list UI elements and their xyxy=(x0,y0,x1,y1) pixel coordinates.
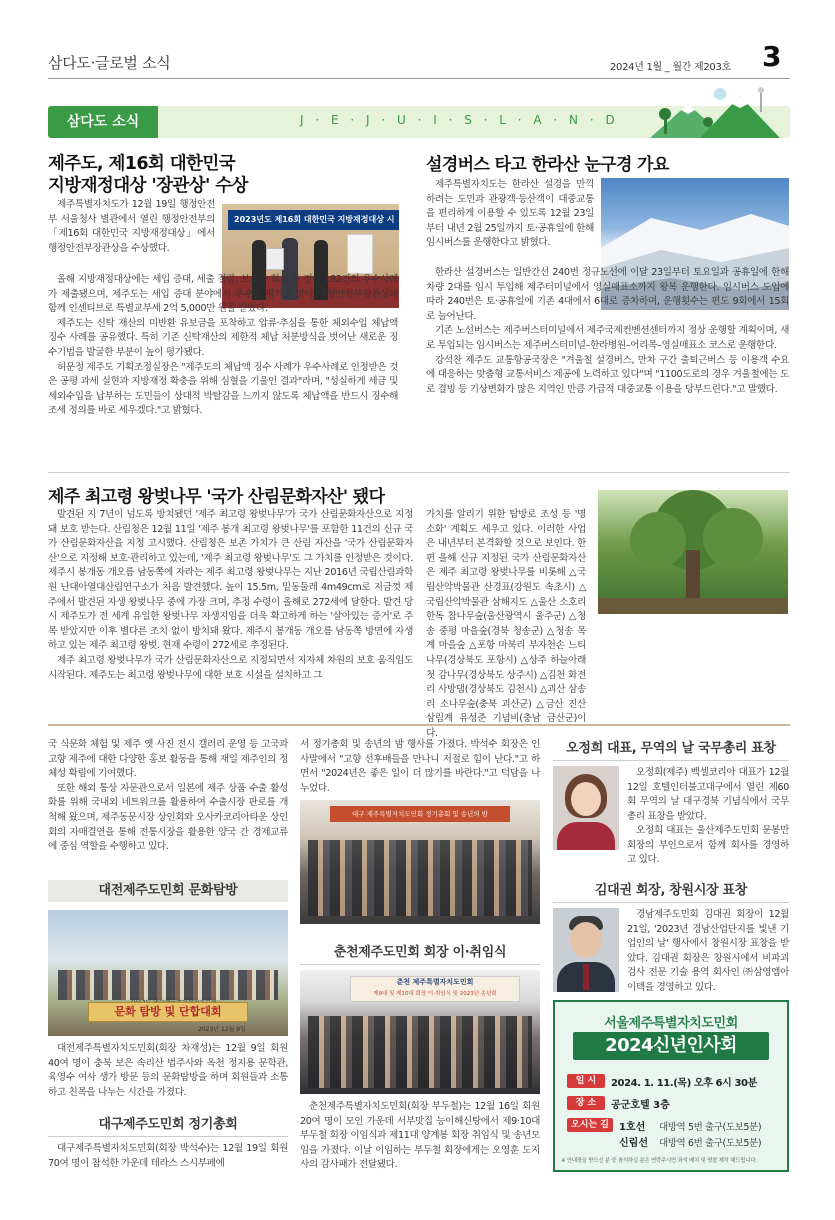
header-section-title: 삼다도·글로벌 소식 xyxy=(48,54,171,72)
chuncheon-banner xyxy=(350,976,520,1002)
group-people xyxy=(58,970,278,1000)
mountain-illustration xyxy=(640,82,790,140)
article1-p3: 제주도는 신탁 재산의 미반환 유보금을 포착하고 압류·추심을 통한 체외수입 체납액 징수 사례를 공유했다. 특히 기존 신탁재산의 제한적 체납 처분방식을 벗어난 새로운 징수기법을 발굴한 부분이 높이 평가됐다. xyxy=(48,317,398,358)
ojeonghee-text2 xyxy=(553,824,789,868)
daejeon-group-photo xyxy=(48,910,288,1036)
article3-title: 제주 최고령 왕벚나무 '국가 산림문화자산' 됐다 xyxy=(48,487,385,507)
ad-line1-name: 1호선 xyxy=(619,1122,646,1133)
ojeonghee-p4: 오정희(제주) 벡셀코리아 대표가 12월 12일 호텔인터불고대구에서 열린 제60회 무역의 날 대구경북 기념식에서 국무총리 표창을 받았다. xyxy=(627,767,789,822)
portrait-tie xyxy=(583,964,589,990)
ad-title-text: 2024신년인사회 xyxy=(605,1035,737,1056)
daejeon-banner-date: 2023년 12월 9일 xyxy=(198,1026,246,1033)
article2-title: 설경버스 타고 한라산 눈구경 가요 xyxy=(426,155,669,175)
ad-note: ※ 안내장을 받으신 분 중 참석하실 분은 연락주시면 좌석 배치 및 명찰 제작 해드립니다. xyxy=(561,1158,757,1164)
bottom-rule xyxy=(48,724,790,726)
section-band-label xyxy=(48,106,158,138)
section-bar-daejeon: 대전제주도민회 문화탐방 xyxy=(48,880,288,902)
daegu-text-p: 대구제주특별자치도민회(회장 박석수)는 12월 19일 회원 70여 명이 참석한 가운데 테라스 스시부페에 xyxy=(48,1143,288,1169)
article3-rule xyxy=(48,472,790,473)
ad-line2-name: 신림선 xyxy=(619,1138,648,1149)
daejeon-banner-text: 문화 탐방 및 단합대회 xyxy=(114,1005,222,1018)
kimdaekwon-p5: 경남제주도민회 김대권 회장이 12월 21일, '2023년 경남산업단지를 빛낸 기업인의 날' 행사에서 창원시장 표창을 받았다. 김대권 회장은 창원시에서 비파괴검사 전문 기술 용역 회사인 ㈜삼영엠아이텍을 경영하고 있다. xyxy=(627,909,789,993)
article1-body xyxy=(48,273,398,419)
ad-way-label: 오시는 길 xyxy=(567,1118,613,1132)
ad-org: 서울제주특별자치도민회 xyxy=(604,1016,738,1031)
chuncheon-banner-text: 춘천 제주특별자치도민회 xyxy=(396,978,474,986)
ad-title xyxy=(573,1032,769,1060)
ad-line2-desc: 대방역 6번 출구(도보5분) xyxy=(659,1138,762,1149)
ojeonghee-text xyxy=(627,766,789,824)
article3-left xyxy=(48,508,413,683)
ad-place-value: 공군호텔 3층 xyxy=(611,1100,670,1111)
section-bar-ojeonghee: 오정희 대표, 무역의 날 국무총리 표창 xyxy=(553,738,789,761)
section-bar-chuncheon: 춘천제주도민회 회장 이·취임식 xyxy=(300,942,540,965)
chuncheon-caption-text: 춘천제주특별자치도민회(회장 부두철)는 12월 16일 회원 20여 명이 모인 가운데 서부맛집 능이해신탕에서 제9·10대 부두철 회장 이임식과 제11대 양계봉 회장 취임식 및 송년모임을 가졌다. 이날 이임하는 부두철 회장에게는 오영훈 도지사의 감사패가 전달됐다. xyxy=(300,1101,540,1171)
award-plaque xyxy=(266,248,284,270)
daejeon-banner xyxy=(88,1002,248,1022)
article2-p1: 제주특별자치도는 한라산 설경을 만끽하려는 도민과 관광객·등산객이 대중교통을 편리하게 이용할 수 있도록 12월 23일부터 내년 2월 25일까지 토·공휴일에 한해 임시버스를 운행한다고 밝혔다. xyxy=(426,179,594,249)
page-number: 3 xyxy=(762,40,782,73)
article2-p3: 기존 노선버스는 제주버스터미널에서 제주국제컨벤션센터까지 정상 운행할 계획이며, 새로 투입되는 임시버스는 제주버스터미널–한라병원–어리목–영실매표소 코스로 운행한다. xyxy=(426,325,789,351)
ad-place-label: 장 소 xyxy=(567,1096,605,1110)
article3-right-top xyxy=(426,508,586,742)
section-bar-kimdaekwon: 김대권 회장, 창원시장 표창 xyxy=(553,880,789,903)
daegu-banner-text: 대구 제주특별자치도민회 정기총회 및 송년의 밤 xyxy=(352,810,488,818)
ad-date-value: 2024. 1. 11.(목) 오후 6시 30분 xyxy=(611,1078,757,1089)
article2-body xyxy=(426,266,789,397)
kimdaekwon-text xyxy=(627,908,789,996)
chuncheon-group-photo xyxy=(300,970,540,1094)
article1-intro-text: 제주특별자치도가 12월 19일 행정안전부 서울청사 별관에서 열린 행정안전부의 「제16회 대한민국 지방재정대상」에서 행정안전부장관상을 수상했다. xyxy=(48,199,215,254)
portrait-face xyxy=(571,782,601,816)
group-people xyxy=(308,840,532,916)
new-year-ad xyxy=(553,1000,789,1172)
bottom-mid-p1: 서 정기총회 및 송년의 밤 행사를 가졌다. 박석수 회장은 인사말에서 "고향 선후배들을 만나니 저절로 힘이 난다."고 하면서 "2024년은 좋은 일이 더 많기를 바란다."고 덕담을 나누었다. xyxy=(300,739,540,794)
article1-p4: 허문정 제주도 기획조정실장은 "제주도의 체납액 징수 사례가 우수사례로 인정받은 것은 공평 과세 실현과 지방재정 확충을 위해 심혈을 기울인 결과"라며, "성실하게 세금 및 세외수입을 납부하는 도민들이 상대적 박탈감을 느끼지 않도록 체납액을 반드시 징수해 조세 정의를 바로 세우겠다."고 밝혔다. xyxy=(48,361,398,417)
bottom-left-top xyxy=(48,738,288,855)
ad-date-label: 일 시 xyxy=(567,1074,605,1088)
article3-p1: 발견된 지 7년이 넘도록 방치됐던 '제주 최고령 왕벚나무'가 국가 산림문화자산으로 지정돼 보호 받는다. 산림청은 12월 11일 '제주 봉개 최고령 왕벚나무'를 포함한 11건의 신규 국가 산림문화자산을 지정 고시했다. 산림청은 보존 가치가 큰 산림 자산을 '국가 산림문화자산'으로 지정해 보호·관리하고 있는데, '제주 최고령 왕벚나무'도 그 가치를 인정받은 것이다. 제주시 봉개동 개오름 남동쪽에 자라는 제주 최고령 왕벚나무는 지난 2016년 국립산림과학원 난대아열대산림연구소가 처음 발견했다. 높이 15.5m, 밑동둘레 4m49cm로 지금껏 제주에서 발견된 자생 왕벚나무 중에 가장 크며, 추정 수령이 올해로 272세에 달한다. 발견 당시 제주도가 전 세계 유일한 왕벚나무 자생지임을 더욱 확고하게 하는 '살아있는 증거'로 주목 받았지만 이후 별다른 조치 없이 방치돼 왔다. 제주시 봉개동 개오름 남동쪽 방면에 자생하고 있는 제주 최고령 왕벚. 현재 수령이 272세로 추정된다. xyxy=(48,509,413,652)
article3-p2: 제주 최고령 왕벚나무가 국가 산림문화자산으로 지정되면서 지자체 차원의 보호 움직임도 시작된다. 제주도는 최고령 왕벚나무에 대한 보호 시설을 설치하고 그 xyxy=(48,654,413,681)
kimdaekwon-portrait xyxy=(553,908,619,992)
cherry-tree-photo xyxy=(598,490,788,614)
bottom-mid-top xyxy=(300,738,540,796)
article1-p2: 올해 지방재정대상에는 세입 증대, 세출 절감, 보조금 혁신 등 전국 182건의 우수사례가 제출됐으며, 제주도는 세입 증대 분야에서 우수한 평가를 받아 행정안전부장관상과 함께 인센티브로 특별교부세 2억 5,000만 원을 받았다. xyxy=(48,274,398,315)
group-people xyxy=(308,1016,532,1088)
article2-p4: 강석찬 제주도 교통항공국장은 "겨울철 설경버스, 만차 구간 출퇴근버스 등 이용객 수요에 대응하는 맞춤형 교통서비스 제공에 노력하고 있다"며 "1100도로의 경우 겨울철에는 도로 결빙 등 기상변화가 많은 지역인 만큼 가급적 대중교통 이용을 당부드린다."고 말했다. xyxy=(426,354,789,395)
article2-p2: 한라산 설경버스는 일반간선 240번 정규노선에 이달 23일부터 토요일과 공휴일에 한해 차량 2대를 임시 투입해 제주터미널에서 영실매표소까지 왕복 운행한다. 임시버스 도입에 따라 240번은 토·공휴일에 기존 4대에서 6대로 증차하며, 운행횟수는 편도 9회에서 15회로 늘어난다. xyxy=(426,267,789,322)
section-bar-daegu: 대구제주도민회 정기총회 xyxy=(48,1114,288,1137)
chuncheon-banner-sub: 제9대 및 제10대 회장 이·취임식 및 2023년 송년회 xyxy=(373,991,497,997)
header-rule xyxy=(48,78,790,79)
daegu-banner xyxy=(330,806,510,822)
daejeon-caption-text: 대전제주특별자치도민회(회장 차재성)는 12월 9일 회원 40여 명이 충북 보은 속리산 법주사와 옥천 정지용 문학관, 육영수 여사 생가 방문 등의 문화탐방을 하며 회원들과 소통하고 친목을 나누는 시간을 가졌다. xyxy=(48,1043,288,1098)
ad-line1-desc: 대방역 5번 출구(도보5분) xyxy=(659,1122,762,1133)
band-label-text: 삼다도 소식 xyxy=(66,114,140,130)
award-banner: 2023년도 제16회 대한민국 지방재정대상 시 xyxy=(228,210,399,230)
bottom-left-cont: 국 식문화 체험 및 제주 옛 사진 전시 갤러리 운영 등 고국과 고향 제주에 대한 다양한 홍보 활동을 통해 재일 제주인의 정체성 확립에 기여했다. xyxy=(48,739,288,780)
portrait-face xyxy=(570,922,602,958)
ojeonghee-p4b: 오정희 대표는 울산제주도민회 문봉만 회장의 부인으로서 함께 회사를 경영하고 있다. xyxy=(627,825,789,866)
flag-figure xyxy=(347,234,373,274)
daejeon-caption xyxy=(48,1042,288,1100)
article1-title-line1: 제주도, 제16회 대한민국 xyxy=(48,154,235,174)
article2-p1-block xyxy=(426,178,594,251)
bottom-left-p2: 또한 해외 통상 자문관으로서 일본에 제주 상품 수출 활성화를 위해 국내외 네트워크를 활용하여 수출시장 판로를 개척해 왔으며, 제주동문시장 상인회와 오사카코리아타운 상인회의 자매결연을 통해 전통시장을 활용한 양국 간 경제교류에 중심 역할을 수행하고 있다. xyxy=(48,782,288,853)
header-issue: 2024년 1월 _ 월간 제203호 xyxy=(610,62,731,73)
article3-p3: 가치를 알리기 위한 탐방로 조성 등 '명소화' 계획도 세우고 있다. 이러한 사업은 내년부터 본격화할 것으로 보인다. 한편 올해 신규 지정된 국가 산림문화자산은 제주 최고령 왕벚나무를 비롯해 △국립산악박물관 산경표(강원도 속초시) △국립산악박물관 삼해지도 △울산 소호리 한독 참나무숲(울산광역시 울주군) △청송 중평 마을숲(경북 청송군) △청송 목계 마을숲 △포항 마북리 부자천손 느티나무(경상북도 포항시) △상주 하늘아래 첫 감나무(경상북도 상주시) △김천 화전리 사방댐(경상북도 김천시) △괴산 삼송리 소나무숲(충북 괴산군) △금산 진산 삼림계 유성준 기념비(충남 금산군)이다. xyxy=(426,509,586,739)
article1-title-line2: 지방재정대상 '장관상' 수상 xyxy=(48,176,248,196)
daegu-text xyxy=(48,1142,288,1171)
article1-intro xyxy=(48,198,215,256)
daegu-group-photo xyxy=(300,800,540,924)
tree-graphic xyxy=(598,490,788,614)
chuncheon-caption xyxy=(300,1100,540,1173)
band-motto: J · E · J · U · I · S · L · A · N · D xyxy=(300,113,619,127)
